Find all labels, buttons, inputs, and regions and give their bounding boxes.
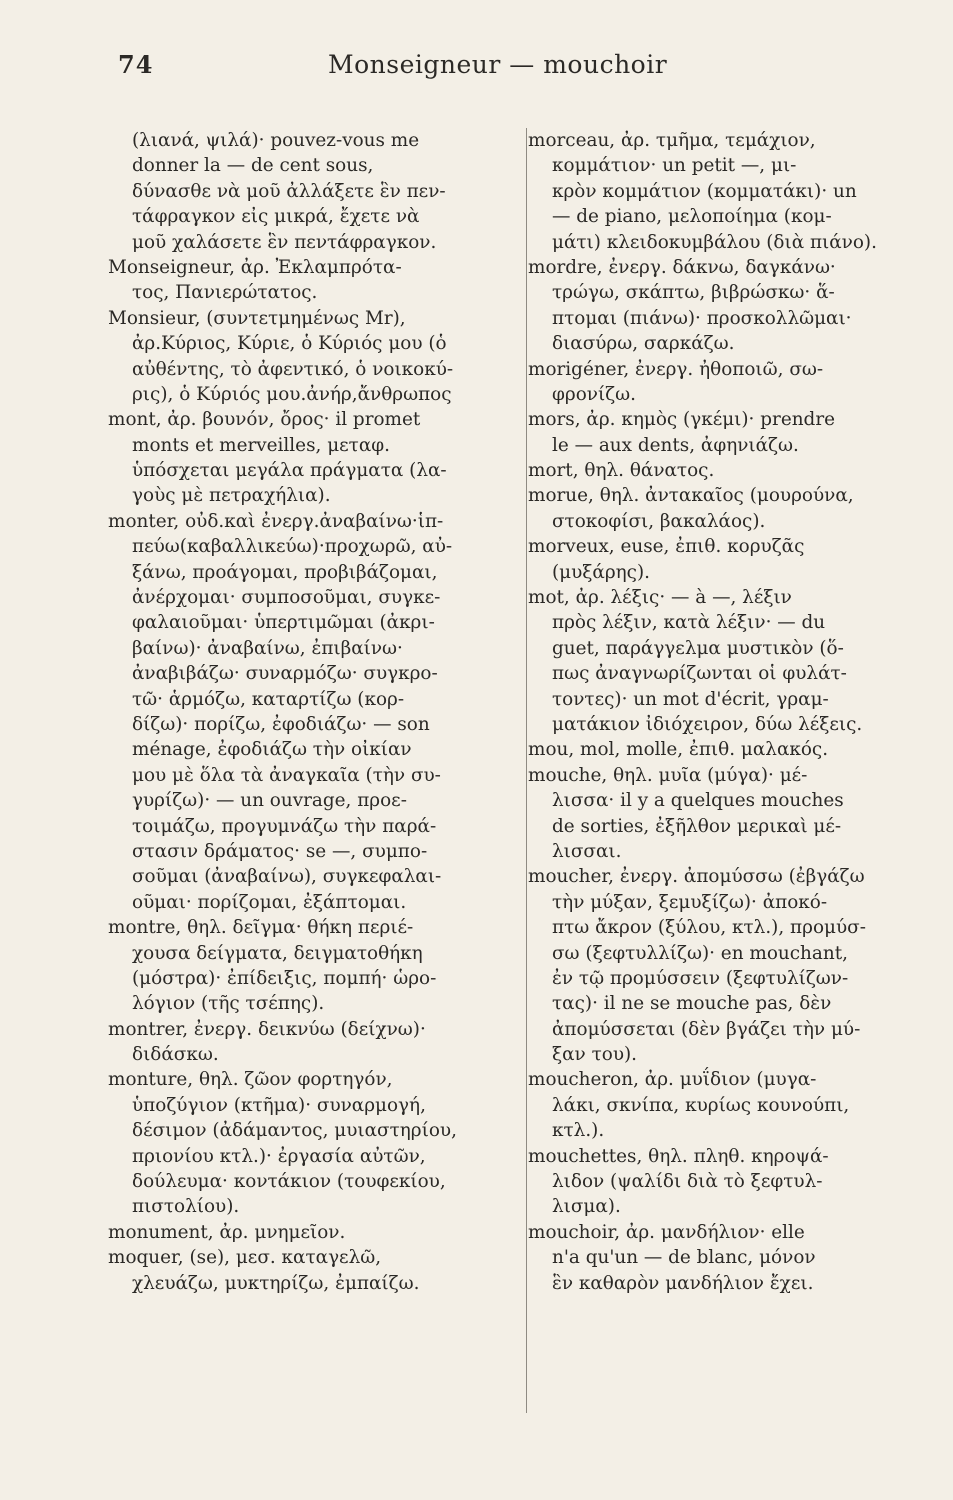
entry-text-line: λισμα). [552, 1196, 621, 1218]
entry-text-line: φαλαιοῦμαι· ὑπερτιμῶμαι (ἀκρι- [132, 612, 435, 634]
entry-headword-line: moucheron, ἀρ. μυΐδιον (μυγα- [528, 1069, 817, 1091]
entry-text-line: — de piano, μελοποίημα (κομ- [552, 206, 832, 228]
entry-text-line: ξαν του). [552, 1044, 638, 1066]
right-column [528, 128, 936, 1296]
entry-text-line: πιστολίου). [132, 1196, 240, 1218]
entry-headword-line: montrer, ἐνεργ. δεικνύω (δείχνω)· [108, 1018, 426, 1040]
entry-text-line: τος, Πανιερώτατος. [132, 282, 318, 304]
entry-headword-line: monture, θηλ. ζῶον φορτηγόν, [108, 1069, 393, 1091]
entry-headword-line: montre, θηλ. δεῖγμα· θήκη περιέ- [108, 917, 414, 939]
entry-text-line: τῶ· ἁρμόζω, καταρτίζω (κορ- [132, 688, 405, 710]
entry-text-line: χλευάζω, μυκτηρίζω, ἐμπαίζω. [132, 1272, 420, 1294]
entry-text-line: πρὸς λέξιν, κατὰ λέξιν· — du [552, 612, 826, 634]
entry-text-line: λισσαι. [552, 840, 622, 862]
column-divider [526, 128, 527, 1413]
page-header [118, 50, 838, 90]
entry-headword-line: monter, οὐδ.καὶ ἐνεργ.ἀναβαίνω·ἱπ- [108, 510, 444, 532]
entry-text-line: διασύρω, σαρκάζω. [552, 333, 735, 355]
entry-headword-line: monument, ἀρ. μνημεῖον. [108, 1221, 346, 1243]
entry-text-line: n'a qu'un — de blanc, μόνον [552, 1247, 816, 1269]
entry-text-line: δέσιμον (ἀδάμαντος, μυιαστηρίου, [132, 1120, 457, 1142]
entry-headword-line: morue, θηλ. ἀντακαῖος (μουρούνα, [528, 485, 854, 507]
entry-text-line: στασιν δράματος· se —, συμπο- [132, 840, 428, 862]
entry-headword-line: moucher, ἐνεργ. ἀπομύσσω (ἐβγάζω [528, 866, 865, 888]
entry-text-line: δύνασθε νὰ μοῦ ἀλλάξετε ἓν πεν- [132, 180, 446, 202]
entry-text-line: λισσα· il y a quelques mouches [552, 790, 844, 812]
entry-text-line: κομμάτιον· un petit —, μι- [552, 155, 797, 177]
entry-text-line: κρὸν κομμάτιον (κομματάκι)· un [552, 180, 857, 202]
entry-text-line: τὴν μύξαν, ξεμυξίζω)· ἀποκό- [552, 891, 828, 913]
entry-text-line: τρώγω, σκάπτω, βιβρώσκω· ἅ- [552, 282, 835, 304]
entry-headword-line: morigéner, ἐνεργ. ἠθοποιῶ, σω- [528, 358, 824, 380]
entry-text-line: τας)· il ne se mouche pas, δὲν [552, 993, 832, 1015]
entry-text-line: σοῦμαι (ἀναβαίνω), συγκεφαλαι- [132, 866, 442, 888]
entry-text-line: ματάκιον ἰδιόχειρον, δύω λέξεις. [552, 713, 863, 735]
entry-text-line: λιδον (ψαλίδι διὰ τὸ ξεφτυλ- [552, 1171, 823, 1193]
entry-text-line: τοιμάζω, προγυμνάζω τὴν παρά- [132, 815, 437, 837]
entry-text-line: πως ἀναγνωρίζωνται οἱ φυλάτ- [552, 663, 847, 685]
entry-headword-line: mou, mol, molle, ἐπιθ. μαλακός. [528, 739, 829, 761]
entry-text-line: οῦμαι· πορίζομαι, ἐξάπτομαι. [132, 891, 407, 913]
entry-text-line: δούλευμα· κοντάκιον (τουφεκίου, [132, 1171, 446, 1193]
entry-text-line: ἀπομύσσεται (δὲν βγάζει τὴν μύ- [552, 1018, 861, 1040]
entry-headword-line: mouchettes, θηλ. πληθ. κηροψά- [528, 1145, 829, 1167]
entry-headword-line: mouche, θηλ. μυῖα (μύγα)· μέ- [528, 764, 808, 786]
entry-text-line: le — aux dents, ἀφηνιάζω. [552, 434, 799, 456]
entry-text-line: λάκι, σκνίπα, κυρίως κουνούπι, [552, 1094, 850, 1116]
entry-text-line: στοκοφίσι, βακαλάος). [552, 510, 766, 532]
entry-text-line: ξάνω, προάγομαι, προβιβάζομαι, [132, 561, 438, 583]
entry-text-line: μάτι) κλειδοκυμβάλου (διὰ πιάνο). [552, 231, 877, 253]
entry-text-line: κτλ.). [552, 1120, 605, 1142]
entry-text-line: ὑποζύγιον (κτῆμα)· συναρμογή, [132, 1094, 426, 1116]
entry-text-line: δίζω)· πορίζω, ἐφοδιάζω· — son [132, 713, 430, 735]
entry-text-line: ἀνέρχομαι· συμποσοῦμαι, συγκε- [132, 587, 441, 609]
entry-text-line: πεύω(καβαλλικεύω)·προχωρῶ, αὐ- [132, 536, 453, 558]
running-head: Monseigneur — mouchoir [328, 50, 668, 79]
entry-headword-line: Monseigneur, ἀρ. Ἐκλαμπρότα- [108, 256, 402, 278]
entry-text-line: ἓν καθαρὸν μανδήλιον ἔχει. [552, 1272, 814, 1294]
entry-text-line: σω (ξεφτυλλίζω)· en mouchant, [552, 942, 848, 964]
entry-headword-line: mont, ἀρ. βουνόν, ὄρος· il promet [108, 409, 421, 431]
entry-text-line: πριονίου κτλ.)· ἐργασία αὐτῶν, [132, 1145, 426, 1167]
entry-text-line: donner la — de cent sous, [132, 155, 374, 177]
entry-text-line: λόγιον (τῆς τσέπης). [132, 993, 325, 1015]
entry-text-line: ἀναβιβάζω· συναρμόζω· συγκρο- [132, 663, 438, 685]
entry-text-line: φρονίζω. [552, 383, 636, 405]
entry-text-line: πτω ἄκρον (ξύλου, κτλ.), προμύσ- [552, 917, 866, 939]
entry-headword-line: morceau, ἀρ. τμῆμα, τεμάχιον, [528, 130, 816, 151]
entry-text-line: πτομαι (πιάνω)· προσκολλῶμαι· [552, 307, 852, 329]
entry-text-line: ἀρ.Κύριος, Κύριε, ὁ Κύριός μου (ὁ [132, 333, 447, 355]
entry-text-line: ἐν τῷ προμύσσειν (ξεφτυλίζων- [552, 967, 849, 989]
entry-text-line: μοῦ χαλάσετε ἓν πεντάφραγκον. [132, 231, 437, 253]
entry-headword-line: mors, ἀρ. κημὸς (γκέμι)· prendre [528, 409, 835, 431]
page-number: 74 [118, 50, 154, 79]
entry-text-line: γυρίζω)· — un ouvrage, προε- [132, 790, 407, 812]
entry-text-line: αὐθέντης, τὸ ἀφεντικό, ὁ νοικοκύ- [132, 358, 454, 380]
entry-text-line: χουσα δείγματα, δειγματοθήκη [132, 942, 423, 964]
entry-text-line: ρις), ὁ Κύριός μου.ἀνήρ,ἄνθρωπος [132, 383, 452, 405]
entry-text-line: μου μὲ ὅλα τὰ ἀναγκαῖα (τὴν συ- [132, 764, 441, 786]
entry-headword-line: mordre, ἐνεργ. δάκνω, δαγκάνω· [528, 256, 836, 278]
entry-text-line: βαίνω)· ἀναβαίνω, ἐπιβαίνω· [132, 637, 403, 659]
entry-text-line: διδάσκω. [132, 1044, 219, 1066]
entry-headword-line: mot, ἀρ. λέξις· — à —, λέξιν [528, 587, 792, 609]
entry-text-line: (μυξάρης). [552, 561, 651, 583]
entry-headword-line: moquer, (se), μεσ. καταγελῶ, [108, 1247, 382, 1269]
entry-headword-line: mort, θηλ. θάνατος. [528, 460, 715, 482]
entry-headword-line: morveux, euse, ἐπιθ. κορυζᾶς [528, 536, 805, 558]
entry-text-line: guet, παράγγελμα μυστικὸν (ὅ- [552, 637, 844, 659]
entry-text-line: ménage, ἐφοδιάζω τὴν οἰκίαν [132, 739, 412, 761]
entry-text-line: (λιανά, ψιλά)· pouvez-vous me [132, 130, 420, 151]
entry-text-line: γοὺς μὲ πετραχήλια). [132, 485, 331, 507]
entry-text-line: ὑπόσχεται μεγάλα πράγματα (λα- [132, 460, 447, 482]
left-column [108, 128, 516, 1296]
entry-text-line: τάφραγκον εἰς μικρά, ἔχετε νὰ [132, 206, 420, 228]
entry-text-line: (μόστρα)· ἐπίδειξις, πομπή· ὡρο- [132, 967, 437, 989]
entry-text-line: monts et merveilles, μεταφ. [132, 434, 390, 456]
entry-text-line: de sorties, ἐξῆλθον μερικαὶ μέ- [552, 815, 842, 837]
entry-headword-line: Monsieur, (συντετμημένως Mr), [108, 307, 406, 329]
entry-text-line: τοντες)· un mot d'écrit, γραμ- [552, 688, 829, 710]
entry-headword-line: mouchoir, ἀρ. μανδήλιον· elle [528, 1221, 805, 1243]
